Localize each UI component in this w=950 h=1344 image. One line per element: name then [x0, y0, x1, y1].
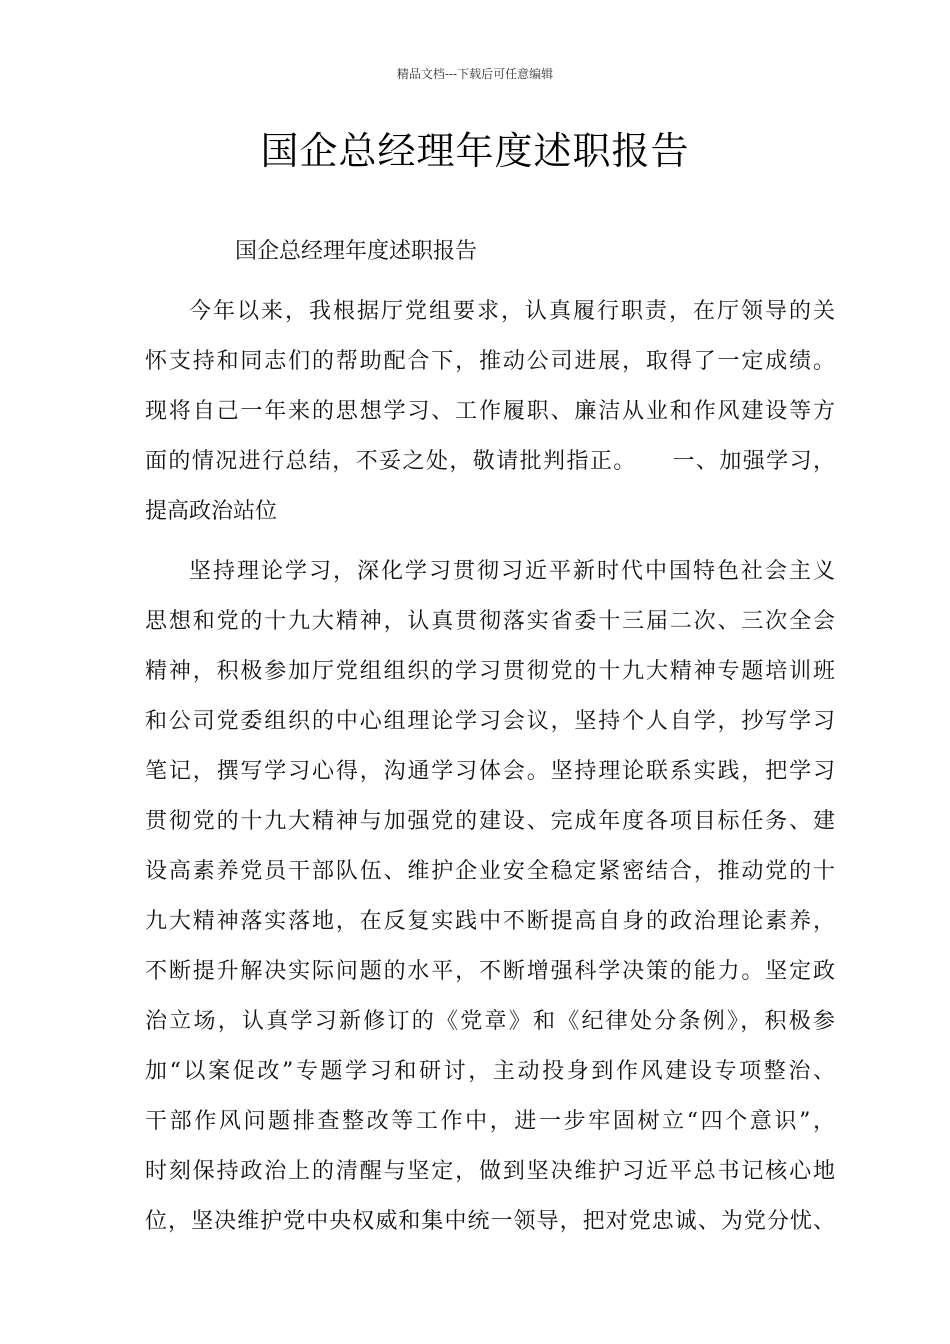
- paragraph-line: 贯彻党的十九大精神与加强党的建设、完成年度各项目标任务、建: [145, 809, 835, 834]
- paragraph-line: 怀支持和同志们的帮助配合下，推动公司进展，取得了一定成绩。: [145, 349, 835, 374]
- paragraph-1: [145, 287, 835, 537]
- paragraph-line: 现将自己一年来的思想学习、工作履职、廉洁从业和作风建设等方: [145, 399, 835, 424]
- paragraph-line: 和公司党委组织的中心组理论学习会议，坚持个人自学，抄写学习: [145, 709, 835, 734]
- paragraph-line: 面的情况进行总结，不妥之处，敬请批判指正。 一、加强学习，: [145, 449, 835, 474]
- paragraph-line: 思想和党的十九大精神，认真贯彻落实省委十三届二次、三次全会: [145, 609, 835, 634]
- document-title: 国企总经理年度述职报告: [260, 129, 690, 173]
- paragraph-line: 笔记，撰写学习心得，沟通学习体会。坚持理论联系实践，把学习: [145, 759, 835, 784]
- paragraph-line: 设高素养党员干部队伍、维护企业安全稳定紧密结合，推动党的十: [145, 859, 835, 884]
- paragraph-line: 提高政治站位: [145, 499, 278, 524]
- paragraph-line: 今年以来，我根据厅党组要求，认真履行职责，在厅领导的关: [189, 299, 835, 324]
- paragraph-line: 坚持理论学习，深化学习贯彻习近平新时代中国特色社会主义: [189, 559, 835, 584]
- paragraph-line: 干部作风问题排查整改等工作中，进一步牢固树立“四个意识”，: [145, 1109, 835, 1134]
- paragraph-line: 加“以案促改”专题学习和研讨，主动投身到作风建设专项整治、: [145, 1059, 835, 1084]
- paragraph-line: 不断提升解决实际问题的水平，不断增强科学决策的能力。坚定政: [145, 959, 835, 984]
- paragraph-line: 治立场，认真学习新修订的《党章》和《纪律处分条例》，积极参: [145, 1009, 835, 1034]
- paragraph-line: 九大精神落实落地，在反复实践中不断提高自身的政治理论素养，: [145, 909, 835, 934]
- paragraph-line: 精神，积极参加厅党组组织的学习贯彻党的十九大精神专题培训班: [145, 659, 835, 684]
- document-body: [145, 227, 835, 1247]
- paragraph-2: [145, 547, 835, 1247]
- document-subtitle: 国企总经理年度述职报告: [235, 239, 478, 264]
- paragraph-line: 时刻保持政治上的清醒与坚定，做到坚决维护习近平总书记核心地: [145, 1159, 835, 1184]
- page-header: 精品文档---下载后可任意编辑: [396, 67, 554, 81]
- paragraph-line: 位，坚决维护党中央权威和集中统一领导，把对党忠诚、为党分忧、: [145, 1209, 835, 1234]
